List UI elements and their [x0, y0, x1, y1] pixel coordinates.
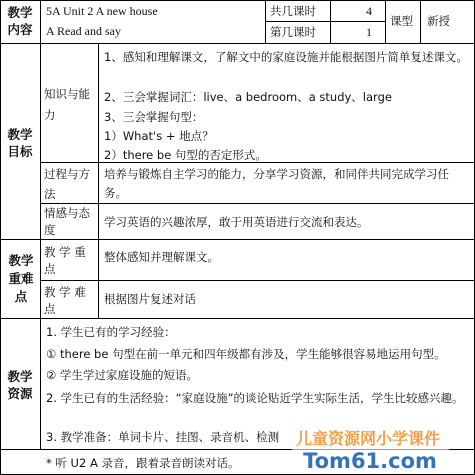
resource-item-5: 3. 教学准备：单词卡片、挂图、录音机、检测 — [46, 430, 280, 444]
attitude-text: 学习英语的兴趣浓厚，敢于用英语进行交流和表达。 — [104, 215, 369, 229]
key-points-label: 教学重难点 — [8, 253, 34, 304]
resource-item-4: 2. 学生已有的生活经验：“家庭设施”的谈论贴近学生实际生活，学生比较感兴趣。 — [46, 391, 464, 405]
process-step-1: * 听 U2 A 录音，跟着录音朗读对话。 — [46, 456, 240, 470]
total-periods-value: 4 — [366, 4, 372, 18]
difficult-point-label: 教 学 难 点 — [44, 285, 86, 316]
lesson-title: 5A Unit 2 A new house — [46, 4, 158, 18]
lesson-subtitle: A Read and say — [46, 24, 121, 38]
knowledge-label: 知识与能力 — [44, 87, 90, 122]
knowledge-item-4: 1）What's + 地点？ — [104, 129, 214, 143]
knowledge-item-3: 3、三会掌握句型： — [104, 110, 204, 124]
knowledge-item-2: 2、三会掌握词汇：live、a bedroom、a study、large — [104, 90, 392, 104]
resource-item-2: ① there be 句型在前一单元和四年级都有涉及，学生能够很容易地运用句型。 — [46, 347, 446, 361]
watermark-domain: Tom61.com — [303, 449, 437, 473]
difficult-point-text: 根据图片复述对话 — [104, 292, 196, 306]
watermark-title: 儿童资源网小学课件 — [295, 429, 441, 448]
knowledge-item-1: 1、感知和理解课文，了解文中的家庭设施并能根据图片简单复述课文。 — [104, 50, 468, 64]
period-number-label: 第几课时 — [270, 25, 316, 39]
lesson-type-label: 课型 — [390, 14, 413, 28]
objectives-label: 教学目标 — [7, 127, 33, 159]
period-number-value: 1 — [366, 25, 372, 39]
resource-item-1: 1. 学生已有的学习经验： — [46, 325, 176, 339]
key-point-text: 整体感知并理解课文。 — [104, 250, 219, 264]
key-point-label: 教 学 重 点 — [44, 245, 86, 276]
total-periods-label: 共几课时 — [270, 4, 316, 18]
resources-label: 教学资源 — [7, 369, 33, 401]
site-watermark — [266, 427, 471, 473]
knowledge-item-5: 2）there be 句型的否定形式。 — [104, 148, 267, 162]
process-method-text: 培养与锻炼自主学习的能力，分享学习资源，和同伴共同完成学习任务。 — [104, 167, 449, 200]
attitude-label: 情感与态度 — [44, 206, 90, 237]
process-method-label: 过程与方法 — [44, 167, 90, 201]
resource-item-3: ② 学生学过家庭设施的短语。 — [46, 368, 198, 382]
content-label: 教学内容 — [7, 5, 33, 37]
lesson-type-value: 新授 — [427, 14, 450, 28]
